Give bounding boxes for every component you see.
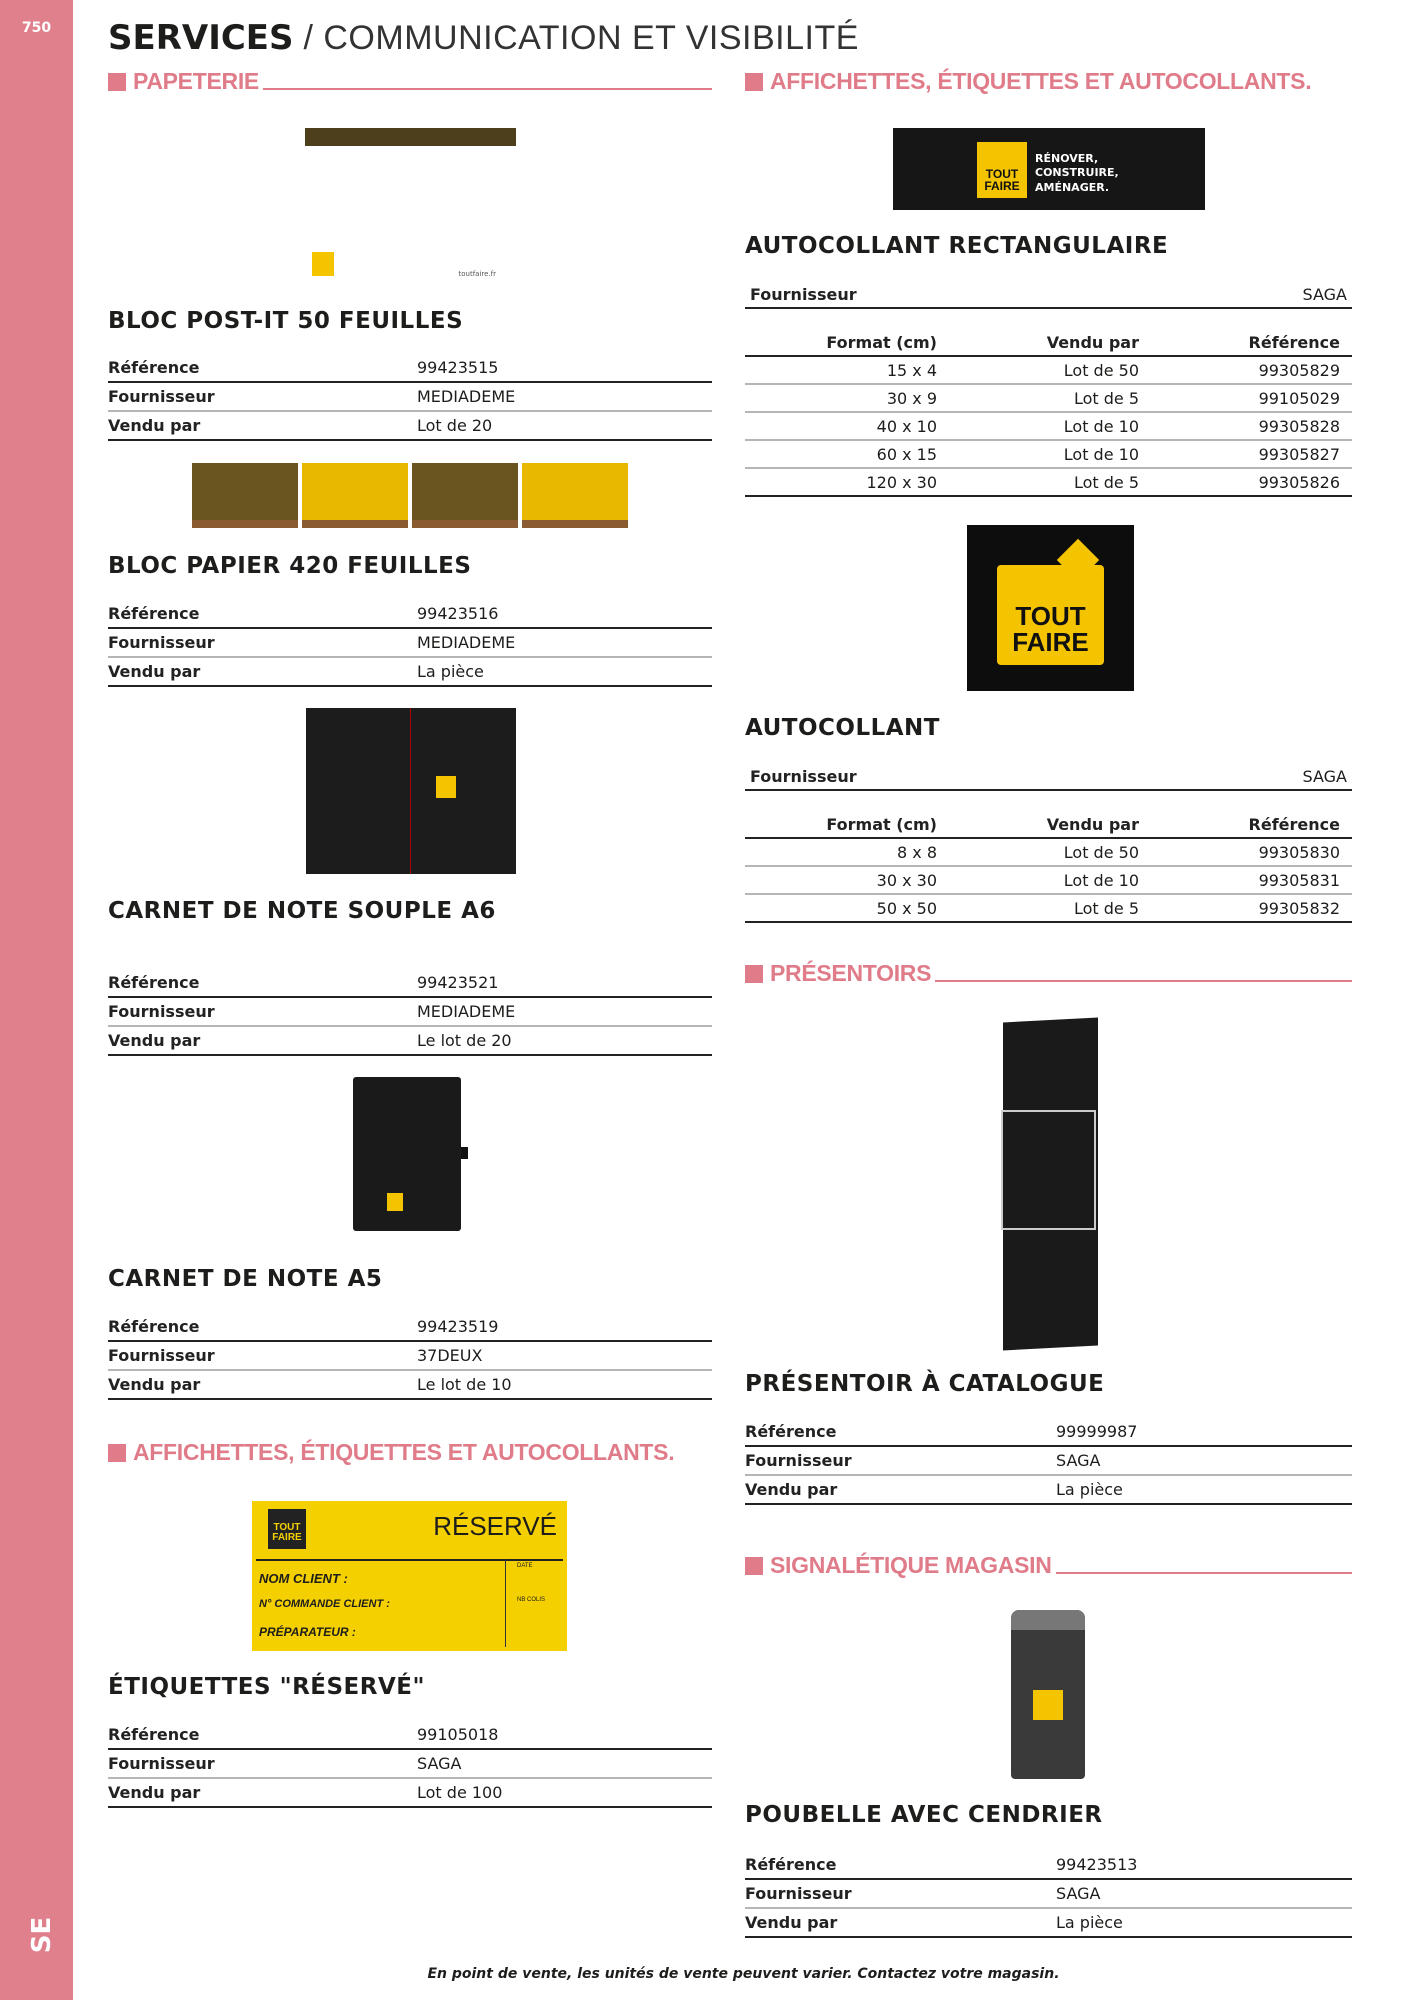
- product-title: PRÉSENTOIR À CATALOGUE: [745, 1371, 1105, 1397]
- spec-row: [108, 412, 712, 441]
- product-title: CARNET DE NOTE SOUPLE A6: [108, 898, 496, 924]
- table-header: [745, 329, 1352, 357]
- spec-label: Vendu par: [108, 1031, 201, 1050]
- spec-row: [745, 1418, 1352, 1447]
- spec-value: 99423516: [417, 604, 499, 623]
- spec-label: Référence: [108, 1725, 200, 1744]
- spec-label: Vendu par: [108, 662, 201, 681]
- postit-image: [305, 128, 516, 282]
- table-cell: Lot de 50: [1063, 360, 1139, 380]
- table-row: [745, 895, 1352, 923]
- spec-row: [108, 969, 712, 998]
- carnet-souple-image: [306, 708, 516, 874]
- banner-image: TOUT FAIRE RÉNOVER, CONSTRUIRE, AMÉNAGER.: [893, 128, 1205, 210]
- spec-label: Fournisseur: [750, 766, 857, 786]
- table-cell: 99305829: [1258, 360, 1340, 380]
- spec-value: La pièce: [1056, 1480, 1123, 1499]
- spec-label: Référence: [745, 1855, 837, 1874]
- spec-value: SAGA: [1302, 284, 1347, 304]
- presentoir-image: [993, 1020, 1108, 1348]
- spec-label: Fournisseur: [745, 1451, 852, 1470]
- spec-value: 37DEUX: [417, 1346, 483, 1365]
- table-cell: 99305827: [1258, 444, 1340, 464]
- spec-label: Fournisseur: [108, 387, 215, 406]
- spec-table: [108, 354, 712, 441]
- format-table: [745, 281, 1352, 497]
- spec-table: [108, 969, 712, 1056]
- spec-table: [108, 1313, 712, 1400]
- page-title: [108, 18, 859, 58]
- product-title: ÉTIQUETTES "RÉSERVÉ": [108, 1674, 425, 1700]
- spec-row: [108, 1371, 712, 1400]
- spec-row: [745, 1447, 1352, 1476]
- spec-row: [745, 1476, 1352, 1505]
- spec-label: Vendu par: [108, 416, 201, 435]
- spec-label: Référence: [745, 1422, 837, 1441]
- table-cell: Lot de 10: [1063, 870, 1139, 890]
- table-cell: 8 x 8: [897, 842, 937, 862]
- spec-row: [745, 1880, 1352, 1909]
- table-row: [745, 413, 1352, 441]
- table-cell: 120 x 30: [866, 472, 937, 492]
- section-signaletique: SIGNALÉTIQUE MAGASIN: [745, 1552, 1352, 1579]
- spec-value: SAGA: [1302, 766, 1347, 786]
- spec-label: Référence: [108, 973, 200, 992]
- spec-row: [108, 600, 712, 629]
- title-bold: SERVICES: [108, 18, 294, 58]
- spec-value: 99105018: [417, 1725, 499, 1744]
- logo-sticker-image: TOUT FAIRE: [967, 525, 1134, 691]
- table-cell: Lot de 5: [1073, 898, 1139, 918]
- spec-label: Fournisseur: [108, 1002, 215, 1021]
- spec-value: MEDIADEME: [417, 1002, 516, 1021]
- spec-row: [745, 1851, 1352, 1880]
- spec-label: Fournisseur: [108, 633, 215, 652]
- spec-label: Fournisseur: [750, 284, 857, 304]
- column-header: Référence: [1248, 814, 1340, 834]
- table-cell: 30 x 9: [886, 388, 937, 408]
- table-cell: 99305826: [1258, 472, 1340, 492]
- table-cell: 60 x 15: [876, 444, 937, 464]
- paper-pads-image: [192, 463, 628, 528]
- spec-value: 99423515: [417, 358, 499, 377]
- spec-label: Fournisseur: [108, 1346, 215, 1365]
- format-table: [745, 763, 1352, 923]
- spec-value: MEDIADEME: [417, 633, 516, 652]
- table-cell: 30 x 30: [876, 870, 937, 890]
- spec-row: [108, 1750, 712, 1779]
- spec-value: SAGA: [1056, 1884, 1101, 1903]
- spec-table: [745, 1851, 1352, 1938]
- spec-label: Vendu par: [745, 1913, 838, 1932]
- table-cell: Lot de 50: [1063, 842, 1139, 862]
- sidebar: [0, 0, 73, 2000]
- section-presentoirs: PRÉSENTOIRS: [745, 960, 1352, 987]
- spec-value: MEDIADEME: [417, 387, 516, 406]
- carnet-a5-image: [353, 1077, 461, 1231]
- table-row: [745, 867, 1352, 895]
- title-sub: / COMMUNICATION ET VISIBILITÉ: [293, 19, 859, 57]
- product-title: AUTOCOLLANT RECTANGULAIRE: [745, 233, 1169, 259]
- column-header: Référence: [1248, 332, 1340, 352]
- table-row: [745, 469, 1352, 497]
- table-cell: 99305831: [1258, 870, 1340, 890]
- table-cell: 99305830: [1258, 842, 1340, 862]
- spec-row: [108, 383, 712, 412]
- spec-label: Vendu par: [745, 1480, 838, 1499]
- column-header: Vendu par: [1046, 332, 1139, 352]
- table-header: [745, 811, 1352, 839]
- spec-row: [108, 629, 712, 658]
- spec-label: Fournisseur: [108, 1754, 215, 1773]
- spec-value: Le lot de 10: [417, 1375, 512, 1394]
- column-header: Format (cm): [826, 332, 937, 352]
- spec-value: 99423513: [1056, 1855, 1138, 1874]
- spec-row: [108, 354, 712, 383]
- spec-table: [108, 1721, 712, 1808]
- table-cell: 15 x 4: [886, 360, 937, 380]
- section-code: SE: [27, 1916, 57, 1954]
- site-text: toutfaire.fr: [458, 270, 496, 278]
- table-row: [745, 839, 1352, 867]
- reserve-label-image: TOUT FAIRE RÉSERVÉ NOM CLIENT : N° COMMANDE CLIENT : PRÉPARATEUR : DATE NB COLIS: [252, 1501, 567, 1651]
- product-title: BLOC POST-IT 50 FEUILLES: [108, 308, 464, 334]
- product-title: CARNET DE NOTE A5: [108, 1266, 383, 1292]
- table-cell: 40 x 10: [876, 416, 937, 436]
- spec-value: Lot de 100: [417, 1783, 503, 1802]
- product-title: BLOC PAPIER 420 FEUILLES: [108, 553, 472, 579]
- table-cell: 99105029: [1258, 388, 1340, 408]
- section-affichettes-left: AFFICHETTES, ÉTIQUETTES ET AUTOCOLLANTS.: [108, 1439, 712, 1466]
- spec-table: [108, 600, 712, 687]
- table-cell: Lot de 5: [1073, 472, 1139, 492]
- spec-value: SAGA: [417, 1754, 462, 1773]
- spec-label: Référence: [108, 604, 200, 623]
- section-affichettes-right: AFFICHETTES, ÉTIQUETTES ET AUTOCOLLANTS.: [745, 68, 1352, 95]
- column-header: Vendu par: [1046, 814, 1139, 834]
- spec-label: Fournisseur: [745, 1884, 852, 1903]
- page-number: 750: [21, 20, 52, 36]
- spec-value: La pièce: [1056, 1913, 1123, 1932]
- table-cell: 99305832: [1258, 898, 1340, 918]
- spec-label: Vendu par: [108, 1783, 201, 1802]
- supplier-row: [745, 281, 1352, 309]
- logo-icon: [312, 252, 334, 276]
- spec-value: Le lot de 20: [417, 1031, 512, 1050]
- footer-note: En point de vente, les unités de vente peuvent varier. Contactez votre magasin.: [427, 1966, 1060, 1982]
- spec-row: [108, 1342, 712, 1371]
- spec-value: 99999987: [1056, 1422, 1138, 1441]
- supplier-row: [745, 763, 1352, 791]
- poubelle-image: [1011, 1610, 1085, 1779]
- table-row: [745, 441, 1352, 469]
- table-cell: Lot de 5: [1073, 388, 1139, 408]
- spec-table: [745, 1418, 1352, 1505]
- spec-row: [745, 1909, 1352, 1938]
- table-cell: Lot de 10: [1063, 444, 1139, 464]
- spec-label: Référence: [108, 358, 200, 377]
- spec-row: [108, 1721, 712, 1750]
- product-title: AUTOCOLLANT: [745, 715, 940, 741]
- spec-label: Vendu par: [108, 1375, 201, 1394]
- reserve-title: RÉSERVÉ: [433, 1511, 557, 1541]
- spec-value: 99423521: [417, 973, 499, 992]
- table-cell: Lot de 10: [1063, 416, 1139, 436]
- table-row: [745, 357, 1352, 385]
- table-row: [745, 385, 1352, 413]
- spec-row: [108, 1779, 712, 1808]
- spec-value: Lot de 20: [417, 416, 493, 435]
- spec-value: SAGA: [1056, 1451, 1101, 1470]
- product-title: POUBELLE AVEC CENDRIER: [745, 1802, 1103, 1828]
- spec-row: [108, 1313, 712, 1342]
- table-cell: 99305828: [1258, 416, 1340, 436]
- spec-value: 99423519: [417, 1317, 499, 1336]
- column-header: Format (cm): [826, 814, 937, 834]
- spec-row: [108, 1027, 712, 1056]
- spec-label: Référence: [108, 1317, 200, 1336]
- spec-row: [108, 658, 712, 687]
- spec-row: [108, 998, 712, 1027]
- table-cell: 50 x 50: [876, 898, 937, 918]
- section-papeterie: PAPETERIE: [108, 68, 712, 95]
- spec-value: La pièce: [417, 662, 484, 681]
